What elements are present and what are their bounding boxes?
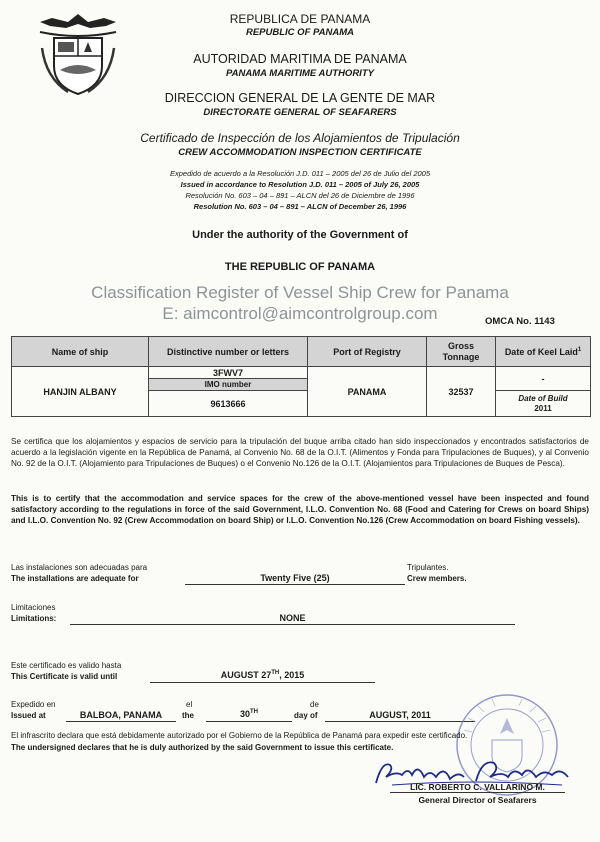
certificate-title-en: CREW ACCOMMODATION INSPECTION CERTIFICATE bbox=[178, 147, 422, 158]
tonnage-cell: 32537 bbox=[427, 367, 496, 417]
header-keel-footnote: 1 bbox=[577, 346, 582, 353]
limitations-underline bbox=[70, 624, 515, 625]
authority-en: PANAMA MARITIME AUTHORITY bbox=[226, 68, 374, 79]
issued-place-underline bbox=[66, 721, 176, 722]
country-name: THE REPUBLIC OF PANAMA bbox=[224, 261, 376, 273]
issued-label-en: Issued at bbox=[11, 711, 46, 720]
imo-label-cell: IMO number bbox=[149, 379, 308, 391]
signatory-name: LIC. ROBERTO C. VALLARINO M. bbox=[410, 782, 545, 792]
issue-day-suffix: TH bbox=[250, 709, 258, 715]
issued-label-es: Expedido en bbox=[11, 700, 56, 709]
signature-line bbox=[390, 792, 565, 793]
valid-underline bbox=[150, 682, 375, 683]
resolution-1-en: Issued in accordance to Resolution J.D. 011 – 2005 of July 26, 2005 bbox=[180, 180, 420, 189]
omca-number: OMCA No. 1143 bbox=[485, 316, 555, 327]
issue-day-number: 30 bbox=[239, 709, 250, 719]
ship-name-cell: HANJIN ALBANY bbox=[12, 367, 149, 417]
de-label: de bbox=[310, 700, 319, 709]
imo-cell: 9613666 bbox=[149, 391, 308, 417]
build-cell bbox=[496, 391, 591, 417]
header-keel bbox=[496, 337, 591, 367]
port-cell: PANAMA bbox=[308, 367, 427, 417]
limitations-label-es: Limitaciones bbox=[11, 603, 56, 612]
watermark-line-2: E: aimcontrol@aimcontrolgroup.com bbox=[162, 304, 438, 323]
crew-label-en: Crew members. bbox=[407, 574, 467, 583]
valid-label-es: Este certificado es valido hasta bbox=[11, 661, 122, 670]
el-label: el bbox=[186, 700, 193, 709]
valid-day-suffix: TH bbox=[271, 670, 280, 676]
resolution-2-en: Resolution No. 603 – 04 – 891 – ALCN of December 26, 1996 bbox=[193, 202, 407, 211]
issue-month-year: AUGUST, 2011 bbox=[369, 710, 431, 720]
header-port: Port of Registry bbox=[308, 337, 427, 367]
authority-es: AUTORIDAD MARITIMA DE PANAMA bbox=[193, 52, 407, 66]
certificate-title-es: Certificado de Inspección de los Alojamientos de Tripulación bbox=[140, 131, 460, 145]
valid-year: , 2015 bbox=[279, 670, 305, 680]
republic-en: REPUBLIC OF PANAMA bbox=[245, 27, 355, 38]
valid-until-date bbox=[150, 670, 375, 680]
installations-label-es: Las instalaciones son adecuadas para bbox=[11, 563, 148, 572]
issued-place: BALBOA, PANAMA bbox=[79, 710, 163, 720]
the-label: the bbox=[182, 711, 194, 720]
day-underline bbox=[206, 721, 292, 722]
certification-paragraph-en: This is to certify that the accommodation and service spaces for the crew of the above-mentioned vessel have been inspected and found satisfactory according to the regulations in force of the said Government, I.L.O. Convention No. 68 (Food and Catering for Crews on board Ships) and I.L.O. Convention No. 92 (Crew Accommodation on board Ship) or I.L.O. Convention No.126 (Crew Accommodation on board Fishing vessels). bbox=[11, 494, 589, 525]
watermark-line-1: Classification Register of Vessel Ship Crew for Panama bbox=[91, 283, 509, 302]
callsign-cell: 3FWV7 bbox=[149, 367, 308, 379]
directorate-es: DIRECCION GENERAL DE LA GENTE DE MAR bbox=[164, 91, 436, 105]
header-ship-name: Name of ship bbox=[12, 337, 149, 367]
certification-paragraph-es: Se certifica que los alojamientos y espacios de servicio para la tripulación del buque arriba citado han sido inspeccionados y encontrados satisfactorios de acuerdo a la legislación vigente en la República de Panamá, al Convenio No. 68 de la O.I.T. (Alimentos y Fonda para Tripulaciones de Buques), y al Convenio No. 92 de la O.I.T. (Alojamiento para Tripulaciones de Buques) o el Convenio No.126 de la O.I.T. (Alojamientos para Tripulaciones de Buques de Pesca). bbox=[11, 437, 589, 468]
declaration-es: El infrascrito declara que está debidamente autorizado por el Gobierno de la República de Panamá para expedir este certificado. bbox=[11, 731, 468, 740]
resolution-1-es: Expedido de acuerdo a la Resolución J.D. 011 – 2005 del 26 de Julio del 2005 bbox=[169, 169, 431, 178]
directorate-en: DIRECTORATE GENERAL OF SEAFARERS bbox=[203, 107, 397, 118]
declaration-en: The undersigned declares that he is duly authorized by the said Government to issue this certificate. bbox=[11, 743, 394, 752]
resolution-2-es: Resolución No. 603 – 04 – 891 – ALCN del 26 de Diciembre de 1996 bbox=[185, 191, 415, 200]
day-of-label: day of bbox=[294, 711, 318, 720]
header-tonnage-label: Tonnage bbox=[442, 351, 480, 362]
installations-label-en: The installations are adequate for bbox=[11, 574, 139, 583]
republic-es: REPUBLICA DE PANAMA bbox=[229, 12, 371, 26]
header-distinctive: Distinctive number or letters bbox=[149, 337, 308, 367]
limitations-label-en: Limitations: bbox=[11, 614, 57, 623]
build-label: Date of Build bbox=[518, 393, 568, 403]
header-gross-label: Gross bbox=[447, 340, 474, 351]
crew-underline bbox=[185, 584, 405, 585]
valid-month-day: AUGUST 27 bbox=[220, 670, 272, 680]
limitations-value: NONE bbox=[279, 613, 306, 623]
signatory-title: General Director of Seafarers bbox=[418, 795, 537, 805]
header-keel-label: Date of Keel Laid bbox=[504, 346, 578, 357]
crew-label-es: Tripulantes. bbox=[407, 563, 449, 572]
authority-line: Under the authority of the Government of bbox=[192, 229, 408, 241]
header-gross-tonnage bbox=[427, 337, 496, 367]
build-year: 2011 bbox=[534, 403, 552, 413]
crew-value: Twenty Five (25) bbox=[260, 573, 330, 583]
ship-particulars-table bbox=[11, 336, 591, 417]
valid-label-en: This Certificate is valid until bbox=[11, 672, 118, 681]
issue-day bbox=[206, 709, 292, 719]
keel-cell: - bbox=[496, 367, 591, 391]
